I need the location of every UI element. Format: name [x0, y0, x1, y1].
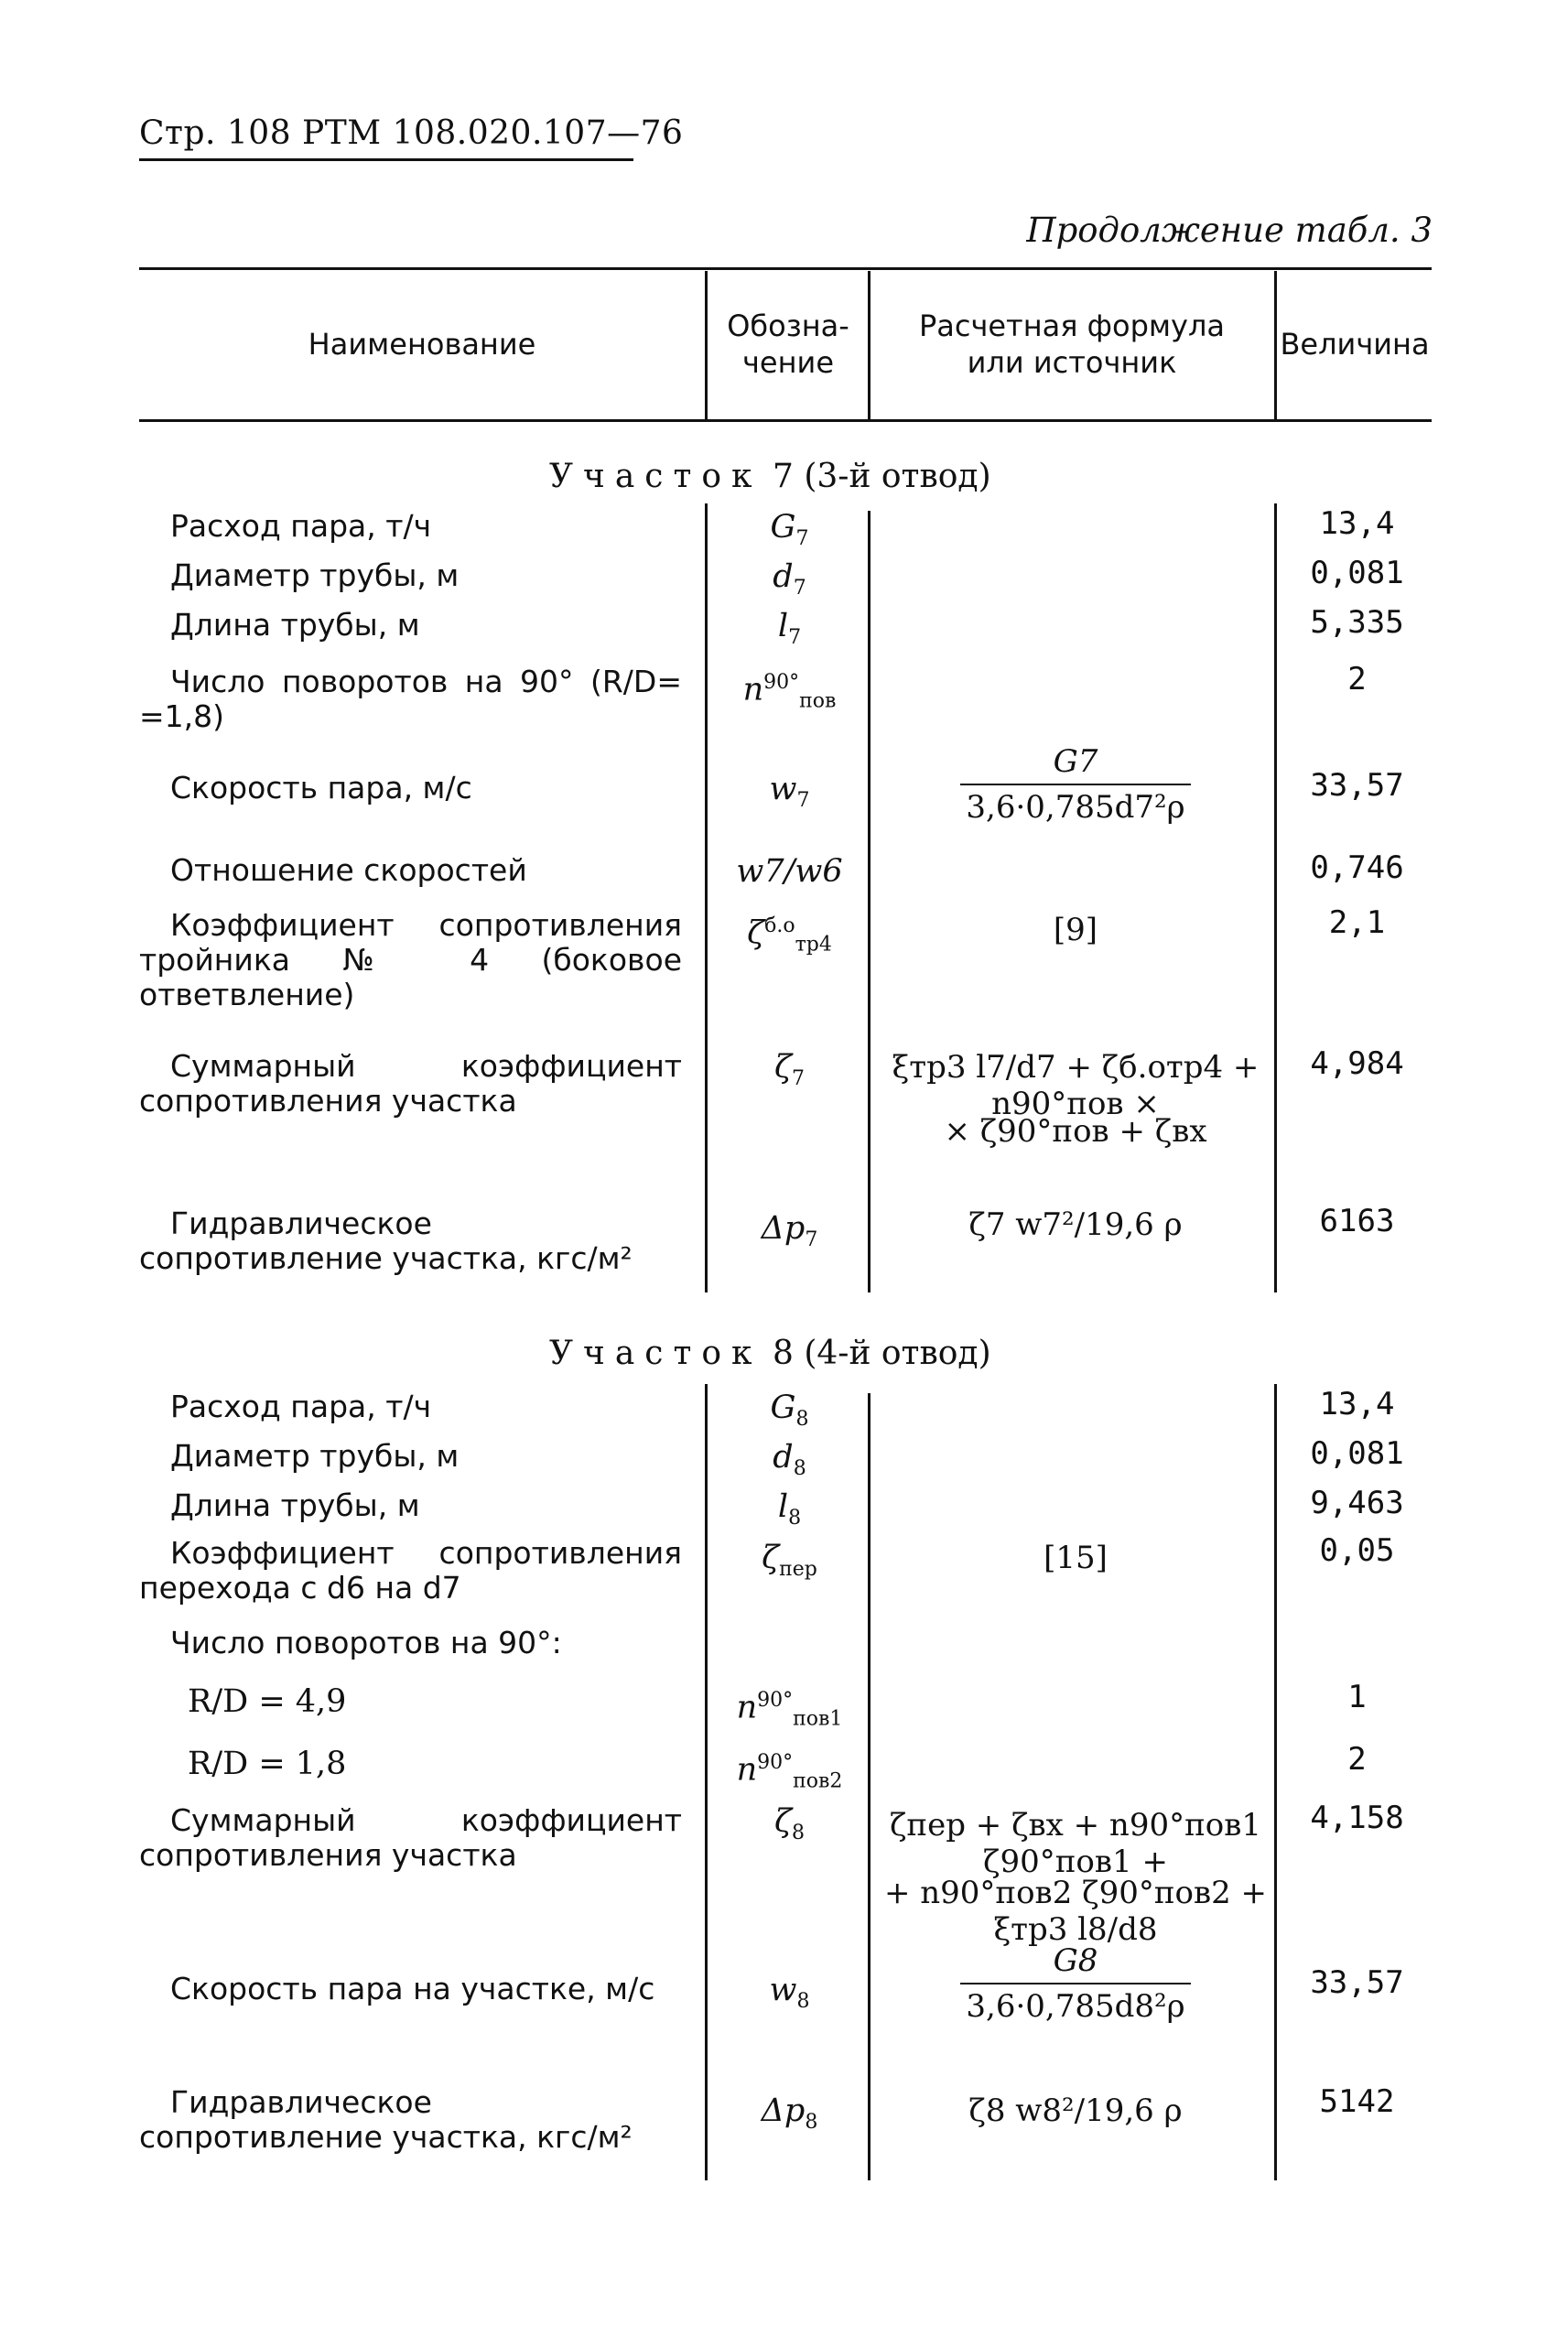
symbol-n-pov: $n^{90^\circ}_{пов}$ — [742, 671, 837, 713]
symbol-zeta-per: $\zeta_{пер}$ — [762, 1540, 817, 1581]
column-header-formula: Расчетная формула или источник — [918, 308, 1226, 380]
column-header-name: Наименование — [308, 327, 536, 362]
symbol-d7: $d_7$ — [773, 558, 806, 600]
header-divider-1 — [705, 271, 708, 419]
header-underline — [139, 158, 633, 161]
symbol-zeta8: $\zeta_8$ — [774, 1803, 805, 1844]
formula-w7: $\frac{G7}{\text{3,6·0,785d7²ρ}}$ — [874, 743, 1277, 826]
symbol-g7: $G_7$ — [770, 509, 809, 550]
symbol-n-pov2: $n^{90^\circ}_{пов2}$ — [736, 1751, 843, 1793]
symbol-w8: $w_8$ — [769, 1972, 810, 2013]
header-divider-3 — [1274, 271, 1277, 419]
section7-divider-3 — [1274, 503, 1277, 1292]
symbol-w-ratio: w7/w6 — [736, 853, 843, 890]
section8-divider-3 — [1274, 1384, 1277, 2180]
section-title-8: Участок 8 (4-й отвод) — [549, 1335, 991, 1372]
section8-divider-1 — [705, 1384, 708, 2180]
formula-ref-9: [9] — [1053, 912, 1098, 948]
formula-zeta7-line2: × ζ90°пов + ζвх — [944, 1113, 1207, 1150]
formula-zeta7-line1: ξтр3 l7/d7 + ζб.отр4 + n90°пов × — [892, 1049, 1260, 1122]
symbol-l7: $l_7$ — [777, 608, 802, 649]
formula-zeta8-line2: + n90°пов2 ζ90°пов2 + ξтр3 l8/d8 — [883, 1875, 1268, 1948]
column-header-value: Величина — [1280, 327, 1430, 362]
formula-dp7: ζ7 w7²/19,6 ρ — [968, 1206, 1183, 1243]
formula-zeta8-line1: ζпер + ζвх + n90°пов1 ζ90°пов1 + — [890, 1807, 1261, 1880]
symbol-w7: $w_7$ — [769, 771, 810, 812]
formula-w8: $\frac{G8}{\text{3,6·0,785d8²ρ}}$ — [874, 1942, 1277, 2025]
header-divider-2 — [868, 271, 871, 419]
symbol-d8: $d_8$ — [773, 1439, 806, 1480]
section7-divider-1 — [705, 503, 708, 1292]
formula-ref-15: [15] — [1044, 1540, 1108, 1576]
symbol-n-pov1: $n^{90^\circ}_{пов1}$ — [736, 1689, 843, 1731]
column-header-symbol: Обозна- чение — [727, 308, 849, 380]
table-continuation-label: Продолжение табл. 3 — [1026, 211, 1433, 250]
page-header: Стр. 108 РТМ 108.020.107—76 — [139, 114, 684, 152]
symbol-zeta7: $\zeta_7$ — [774, 1049, 805, 1090]
symbol-l8: $l_8$ — [777, 1488, 802, 1530]
symbol-g8: $G_8$ — [770, 1390, 809, 1431]
symbol-zeta-tr4: $\zeta^{б.о}_{тр4}$ — [747, 914, 832, 957]
table-header-rule — [139, 419, 1432, 422]
section-title-7: Участок 7 (3-й отвод) — [549, 458, 991, 495]
table-top-rule — [139, 267, 1432, 270]
formula-dp8: ζ8 w8²/19,6 ρ — [968, 2092, 1183, 2129]
symbol-dp7: $\Delta p_7$ — [761, 1210, 818, 1251]
symbol-dp8: $\Delta p_8$ — [761, 2092, 818, 2134]
